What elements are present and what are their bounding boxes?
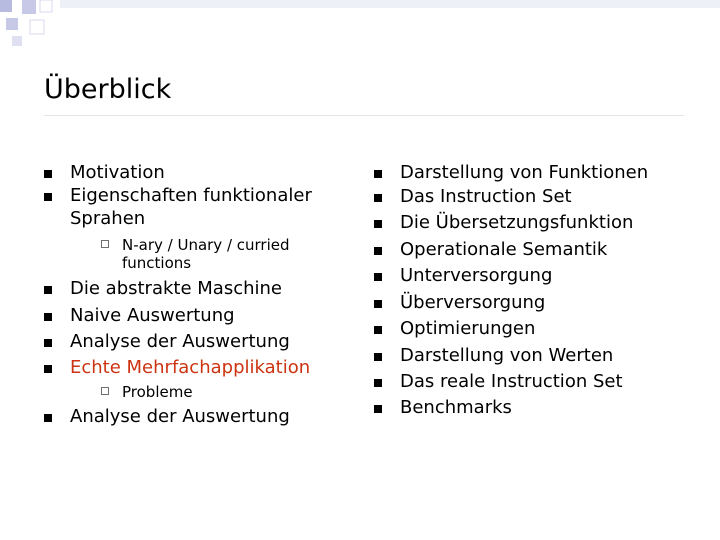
bullet-icon: [44, 313, 52, 321]
bullet-icon: [374, 405, 382, 413]
bullet-icon: [44, 339, 52, 347]
bullet-icon: [374, 170, 382, 178]
bullet-icon: [374, 247, 382, 255]
bullet-icon: [44, 286, 52, 294]
hollow-bullet-icon: [101, 240, 109, 248]
slide-title: Überblick: [44, 74, 172, 105]
bullet-icon: [44, 414, 52, 422]
bullet-icon: [374, 379, 382, 387]
bullet-icon: [374, 326, 382, 334]
bullet-icon: [374, 194, 382, 202]
bullet-icon: [44, 170, 52, 178]
bullet-icon: [374, 353, 382, 361]
bullet-icon: [44, 193, 52, 201]
bullet-icon: [44, 365, 52, 373]
hollow-bullet-icon: [101, 387, 109, 395]
bullet-icon: [374, 220, 382, 228]
corner-decoration: [0, 0, 720, 48]
bullet-icon: [374, 300, 382, 308]
title-divider: [44, 115, 684, 116]
bullet-icon: [374, 273, 382, 281]
